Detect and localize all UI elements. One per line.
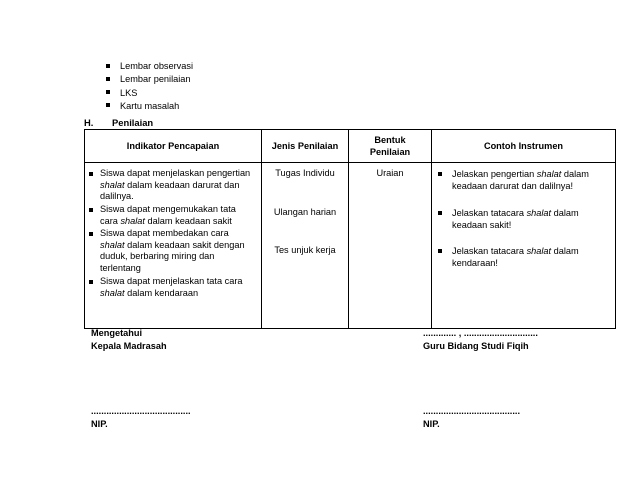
- indikator-item: Siswa dapat mengemukakan tata cara shalat dalam keadaan sakit: [89, 204, 259, 227]
- bullet-icon: [89, 280, 93, 284]
- section-heading: [84, 117, 153, 128]
- header-jenis: Jenis Penilaian: [262, 130, 349, 163]
- bullet-icon: [89, 232, 93, 236]
- signature-left-block: Mengetahui Kepala Madrasah: [91, 328, 167, 351]
- signature-right-nip: ...................................... NIP.: [423, 406, 520, 429]
- contoh-text: Jelaskan pengertian shalat dalam keadaan darurat dan dalilnya!: [452, 169, 589, 192]
- section-title: Penilaian: [112, 117, 154, 128]
- contoh-text: Jelaskan tatacara shalat dalam kendaraan!: [452, 246, 579, 269]
- contoh-cell: [432, 163, 616, 329]
- header-contoh: Contoh Instrumen: [432, 130, 616, 163]
- contoh-item: [438, 245, 608, 269]
- bullet-icon: [106, 103, 110, 107]
- bullet-icon: [89, 208, 93, 212]
- contoh-item: [438, 168, 608, 192]
- bullet-icon: [106, 90, 110, 94]
- section-letter: H.: [84, 117, 94, 128]
- bullet-icon: [106, 64, 110, 68]
- signature-left-nip: ....................................... NIP.: [91, 406, 191, 429]
- jenis-item: Ulangan harian: [273, 207, 337, 217]
- bullet-icon: [438, 211, 442, 215]
- signature-right-block: ............. , ............................. Guru Bidang Studi Fiqih: [423, 328, 538, 351]
- table-row: [85, 163, 616, 329]
- bentuk-value: Uraian: [376, 168, 404, 178]
- assessment-table: [84, 129, 616, 329]
- bullet-icon: [106, 77, 110, 81]
- indikator-cell: [85, 163, 262, 329]
- jenis-cell: [262, 163, 349, 329]
- bentuk-cell: [349, 163, 432, 329]
- list-item: Kartu masalah: [106, 100, 193, 113]
- indikator-item: Siswa dapat menjelaskan tata cara shalat dalam kendaraan: [89, 276, 259, 299]
- list-item: Lembar penilaian: [106, 73, 193, 86]
- bullet-icon: [438, 172, 442, 176]
- header-indikator: Indikator Pencapaian: [85, 130, 262, 163]
- list-item: Lembar observasi: [106, 60, 193, 73]
- bullet-icon: [438, 249, 442, 253]
- list-item: LKS: [106, 87, 193, 100]
- table-header-row: [85, 130, 616, 163]
- header-bentuk: Bentuk Penilaian: [349, 130, 432, 163]
- indikator-item: Siswa dapat menjelaskan pengertian shalat dalam keadaan darurat dan dalilnya.: [89, 168, 259, 203]
- contoh-item: [438, 207, 608, 231]
- jenis-item: Tugas Individu: [275, 168, 335, 178]
- contoh-text: Jelaskan tatacara shalat dalam keadaan sakit!: [452, 208, 579, 231]
- bullet-icon: [89, 172, 93, 176]
- jenis-item: Tes unjuk kerja: [274, 245, 336, 255]
- indikator-item: Siswa dapat membedakan cara shalat dalam keadaan sakit dengan duduk, berbaring miring dan terlentang: [89, 228, 259, 274]
- media-list: [106, 60, 193, 113]
